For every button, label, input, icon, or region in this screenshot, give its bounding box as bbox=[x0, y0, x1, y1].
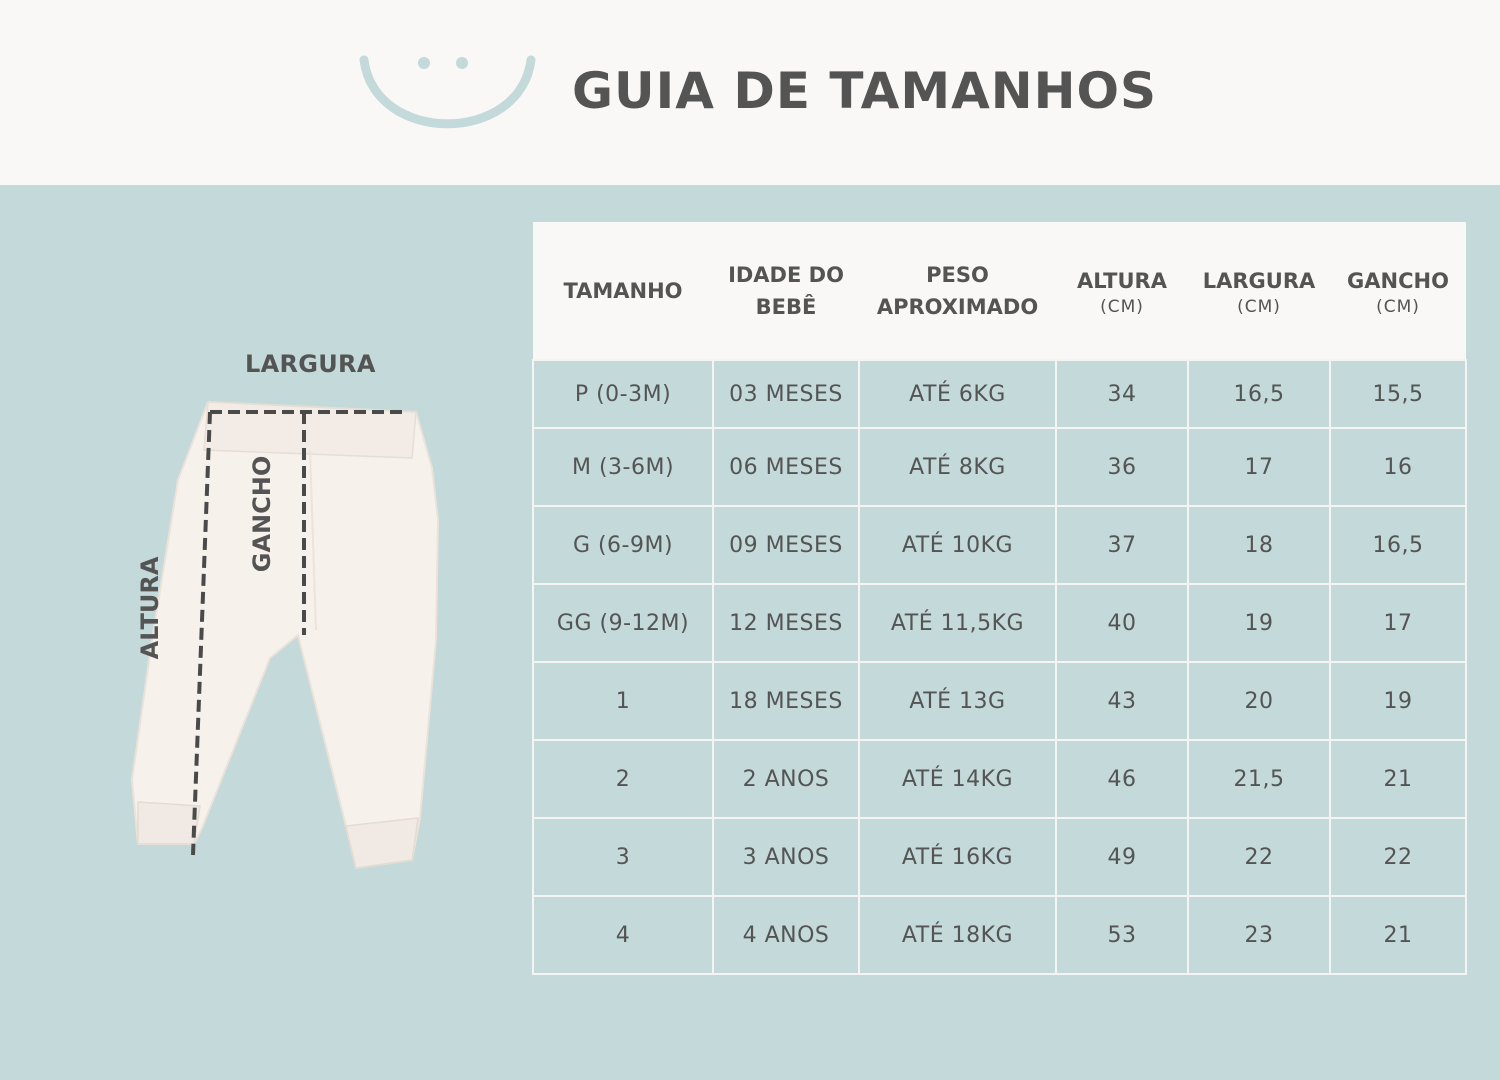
cell-gancho: 21 bbox=[1330, 896, 1466, 974]
cell-tamanho: 4 bbox=[533, 896, 713, 974]
header bbox=[0, 0, 1500, 185]
cell-largura: 20 bbox=[1188, 662, 1330, 740]
header-altura: ALTURA (CM) bbox=[1056, 222, 1188, 360]
page-title: GUIA DE TAMANHOS bbox=[572, 62, 1157, 120]
cell-peso: ATÉ 6KG bbox=[859, 360, 1056, 428]
cell-altura: 53 bbox=[1056, 896, 1188, 974]
cell-largura: 21,5 bbox=[1188, 740, 1330, 818]
header-tamanho: TAMANHO bbox=[533, 222, 713, 360]
cell-peso: ATÉ 11,5KG bbox=[859, 584, 1056, 662]
cell-peso: ATÉ 13G bbox=[859, 662, 1056, 740]
cell-altura: 49 bbox=[1056, 818, 1188, 896]
cell-idade: 06 MESES bbox=[713, 428, 859, 506]
cell-altura: 37 bbox=[1056, 506, 1188, 584]
cell-altura: 34 bbox=[1056, 360, 1188, 428]
cell-idade: 2 ANOS bbox=[713, 740, 859, 818]
header-gancho: GANCHO (CM) bbox=[1330, 222, 1466, 360]
label-gancho: GANCHO bbox=[248, 455, 276, 573]
table-row bbox=[533, 818, 1466, 896]
cell-largura: 17 bbox=[1188, 428, 1330, 506]
cell-idade: 03 MESES bbox=[713, 360, 859, 428]
cell-gancho: 15,5 bbox=[1330, 360, 1466, 428]
cell-gancho: 17 bbox=[1330, 584, 1466, 662]
cell-idade: 12 MESES bbox=[713, 584, 859, 662]
cell-peso: ATÉ 10KG bbox=[859, 506, 1056, 584]
cell-peso: ATÉ 14KG bbox=[859, 740, 1056, 818]
table-row bbox=[533, 740, 1466, 818]
cell-altura: 40 bbox=[1056, 584, 1188, 662]
cell-gancho: 19 bbox=[1330, 662, 1466, 740]
table-row bbox=[533, 360, 1466, 428]
table-row bbox=[533, 428, 1466, 506]
cell-tamanho: 3 bbox=[533, 818, 713, 896]
cell-idade: 3 ANOS bbox=[713, 818, 859, 896]
pants-illustration bbox=[120, 340, 460, 900]
cell-idade: 4 ANOS bbox=[713, 896, 859, 974]
label-largura: LARGURA bbox=[245, 350, 376, 378]
label-altura: ALTURA bbox=[136, 556, 164, 660]
cell-tamanho: M (3-6M) bbox=[533, 428, 713, 506]
table-row bbox=[533, 662, 1466, 740]
size-table bbox=[532, 222, 1467, 975]
cell-gancho: 16 bbox=[1330, 428, 1466, 506]
cell-gancho: 21 bbox=[1330, 740, 1466, 818]
cell-peso: ATÉ 16KG bbox=[859, 818, 1056, 896]
cell-gancho: 16,5 bbox=[1330, 506, 1466, 584]
table-row bbox=[533, 506, 1466, 584]
cell-idade: 18 MESES bbox=[713, 662, 859, 740]
cell-tamanho: 2 bbox=[533, 740, 713, 818]
cell-largura: 19 bbox=[1188, 584, 1330, 662]
cell-largura: 18 bbox=[1188, 506, 1330, 584]
header-idade: IDADE DO BEBÊ bbox=[713, 222, 859, 360]
cell-largura: 23 bbox=[1188, 896, 1330, 974]
cell-tamanho: GG (9-12M) bbox=[533, 584, 713, 662]
cell-tamanho: P (0-3M) bbox=[533, 360, 713, 428]
table-row bbox=[533, 896, 1466, 974]
cell-largura: 22 bbox=[1188, 818, 1330, 896]
table-header-row bbox=[533, 222, 1466, 360]
header-peso: PESO APROXIMADO bbox=[859, 222, 1056, 360]
cell-altura: 46 bbox=[1056, 740, 1188, 818]
cell-gancho: 22 bbox=[1330, 818, 1466, 896]
cell-tamanho: 1 bbox=[533, 662, 713, 740]
cell-tamanho: G (6-9M) bbox=[533, 506, 713, 584]
cell-peso: ATÉ 8KG bbox=[859, 428, 1056, 506]
table-row bbox=[533, 584, 1466, 662]
cell-largura: 16,5 bbox=[1188, 360, 1330, 428]
cell-altura: 43 bbox=[1056, 662, 1188, 740]
cell-peso: ATÉ 18KG bbox=[859, 896, 1056, 974]
header-largura: LARGURA (CM) bbox=[1188, 222, 1330, 360]
smiley-icon bbox=[355, 50, 540, 145]
cell-altura: 36 bbox=[1056, 428, 1188, 506]
cell-idade: 09 MESES bbox=[713, 506, 859, 584]
